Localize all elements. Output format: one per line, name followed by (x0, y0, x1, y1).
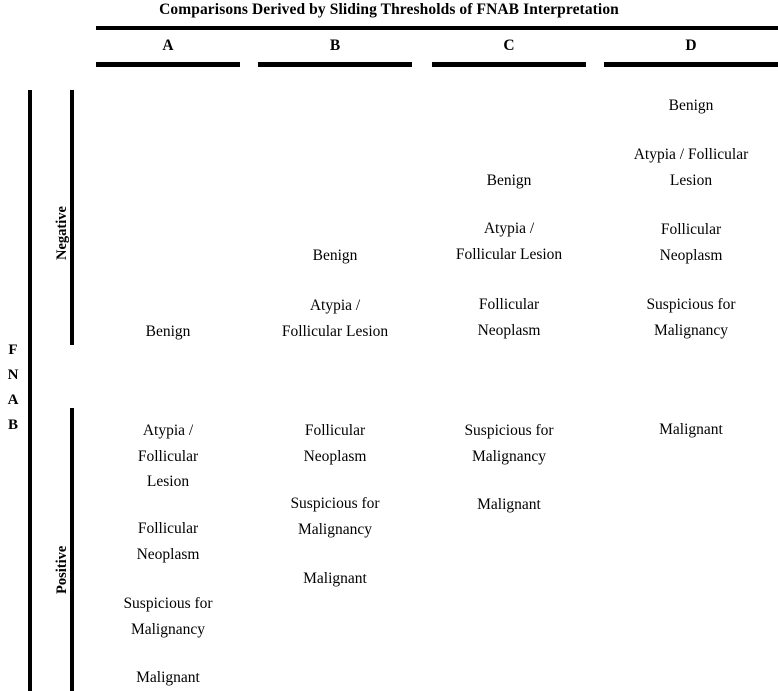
row-group-label-positive: Positive (54, 545, 70, 594)
cell-entry-line: Benign (312, 247, 358, 264)
column-underline-d (604, 62, 778, 67)
cell-entry (604, 142, 778, 193)
cell-entry (604, 292, 778, 343)
cell-entry-line: Malignancy (130, 620, 206, 638)
cell-entry (432, 292, 586, 343)
fnab-letter-f: F (8, 342, 18, 358)
cell-entry (604, 93, 778, 119)
cell-entry-line: Neoplasm (136, 545, 200, 563)
cell-entry (96, 591, 240, 642)
cell-entry-line: Neoplasm (477, 321, 541, 339)
page-title: Comparisons Derived by Sliding Thresholds of FNAB Interpretation (159, 1, 619, 18)
column-underline-b (258, 62, 412, 67)
column-underline-c (432, 62, 586, 67)
cell-entry-line: Follicular (478, 296, 540, 313)
cell-entry-line: Malignancy (653, 321, 729, 339)
cell-entry-line: Follicular (660, 221, 722, 238)
cell-entry-line: Lesion (146, 473, 190, 490)
fnab-letter-n: N (7, 367, 19, 383)
header-top-rule (96, 26, 778, 30)
cell-entry (432, 492, 586, 518)
cell-entry (604, 217, 778, 268)
cell-entry (258, 566, 412, 592)
column-underline-a (96, 62, 240, 67)
cell-entry (432, 168, 586, 194)
cell-entry-line: Benign (145, 323, 191, 340)
row-group-label-negative: Negative (54, 206, 70, 260)
cell-entry-line: Follicular Lesion (281, 322, 389, 340)
cell-entry-line: Follicular (304, 422, 366, 439)
cell-entry-line: Malignant (477, 496, 541, 513)
cell-entry-line: Lesion (669, 171, 713, 189)
cell-entry (96, 516, 240, 567)
cell-entry-line: Malignant (303, 570, 367, 587)
cell-entry-line: Suspicious for (123, 595, 213, 612)
cell-entry-line: Benign (486, 172, 532, 189)
cell-entry-line: Suspicious for (464, 422, 554, 439)
fnab-axis-label (2, 338, 24, 438)
cell-entry-line: Follicular Lesion (455, 245, 563, 263)
cell-entry-line: Neoplasm (659, 246, 723, 264)
column-header-b: B (329, 37, 341, 54)
fnab-letter-a: A (7, 392, 19, 408)
cell-entry (96, 319, 240, 345)
cell-entry-line: Benign (668, 97, 714, 114)
positive-group-bar (70, 408, 74, 691)
cell-entry-line: Malignancy (471, 447, 547, 465)
cell-entry-line: Atypia / (483, 220, 535, 237)
cell-entry (258, 243, 412, 269)
cell-entry (96, 418, 240, 495)
cell-entry-line: Malignancy (297, 520, 373, 538)
cell-entry (258, 293, 412, 344)
cell-entry-line: Atypia / (142, 422, 194, 439)
cell-entry-line: Malignant (136, 669, 200, 686)
cell-entry-line: Suspicious for (290, 495, 380, 512)
cell-entry (258, 418, 412, 469)
column-header-c: C (503, 37, 515, 54)
cell-entry-line: Malignant (659, 421, 723, 438)
cell-entry-line: Follicular (137, 447, 199, 465)
cell-entry-line: Neoplasm (303, 447, 367, 465)
cell-entry-line: Atypia / (309, 297, 361, 314)
cell-entry-line: Suspicious for (646, 296, 736, 313)
cell-entry (96, 665, 240, 691)
fnab-axis-bar (28, 90, 32, 691)
cell-entry (604, 417, 778, 443)
cell-entry-line: Atypia / Follicular (633, 146, 749, 163)
column-header-a: A (162, 37, 174, 54)
column-header-d: D (685, 37, 697, 54)
fnab-letter-b: B (7, 417, 18, 433)
cell-entry (258, 491, 412, 542)
cell-entry (432, 418, 586, 469)
negative-group-bar (70, 90, 74, 345)
cell-entry-line: Follicular (137, 520, 199, 537)
cell-entry (432, 216, 586, 267)
